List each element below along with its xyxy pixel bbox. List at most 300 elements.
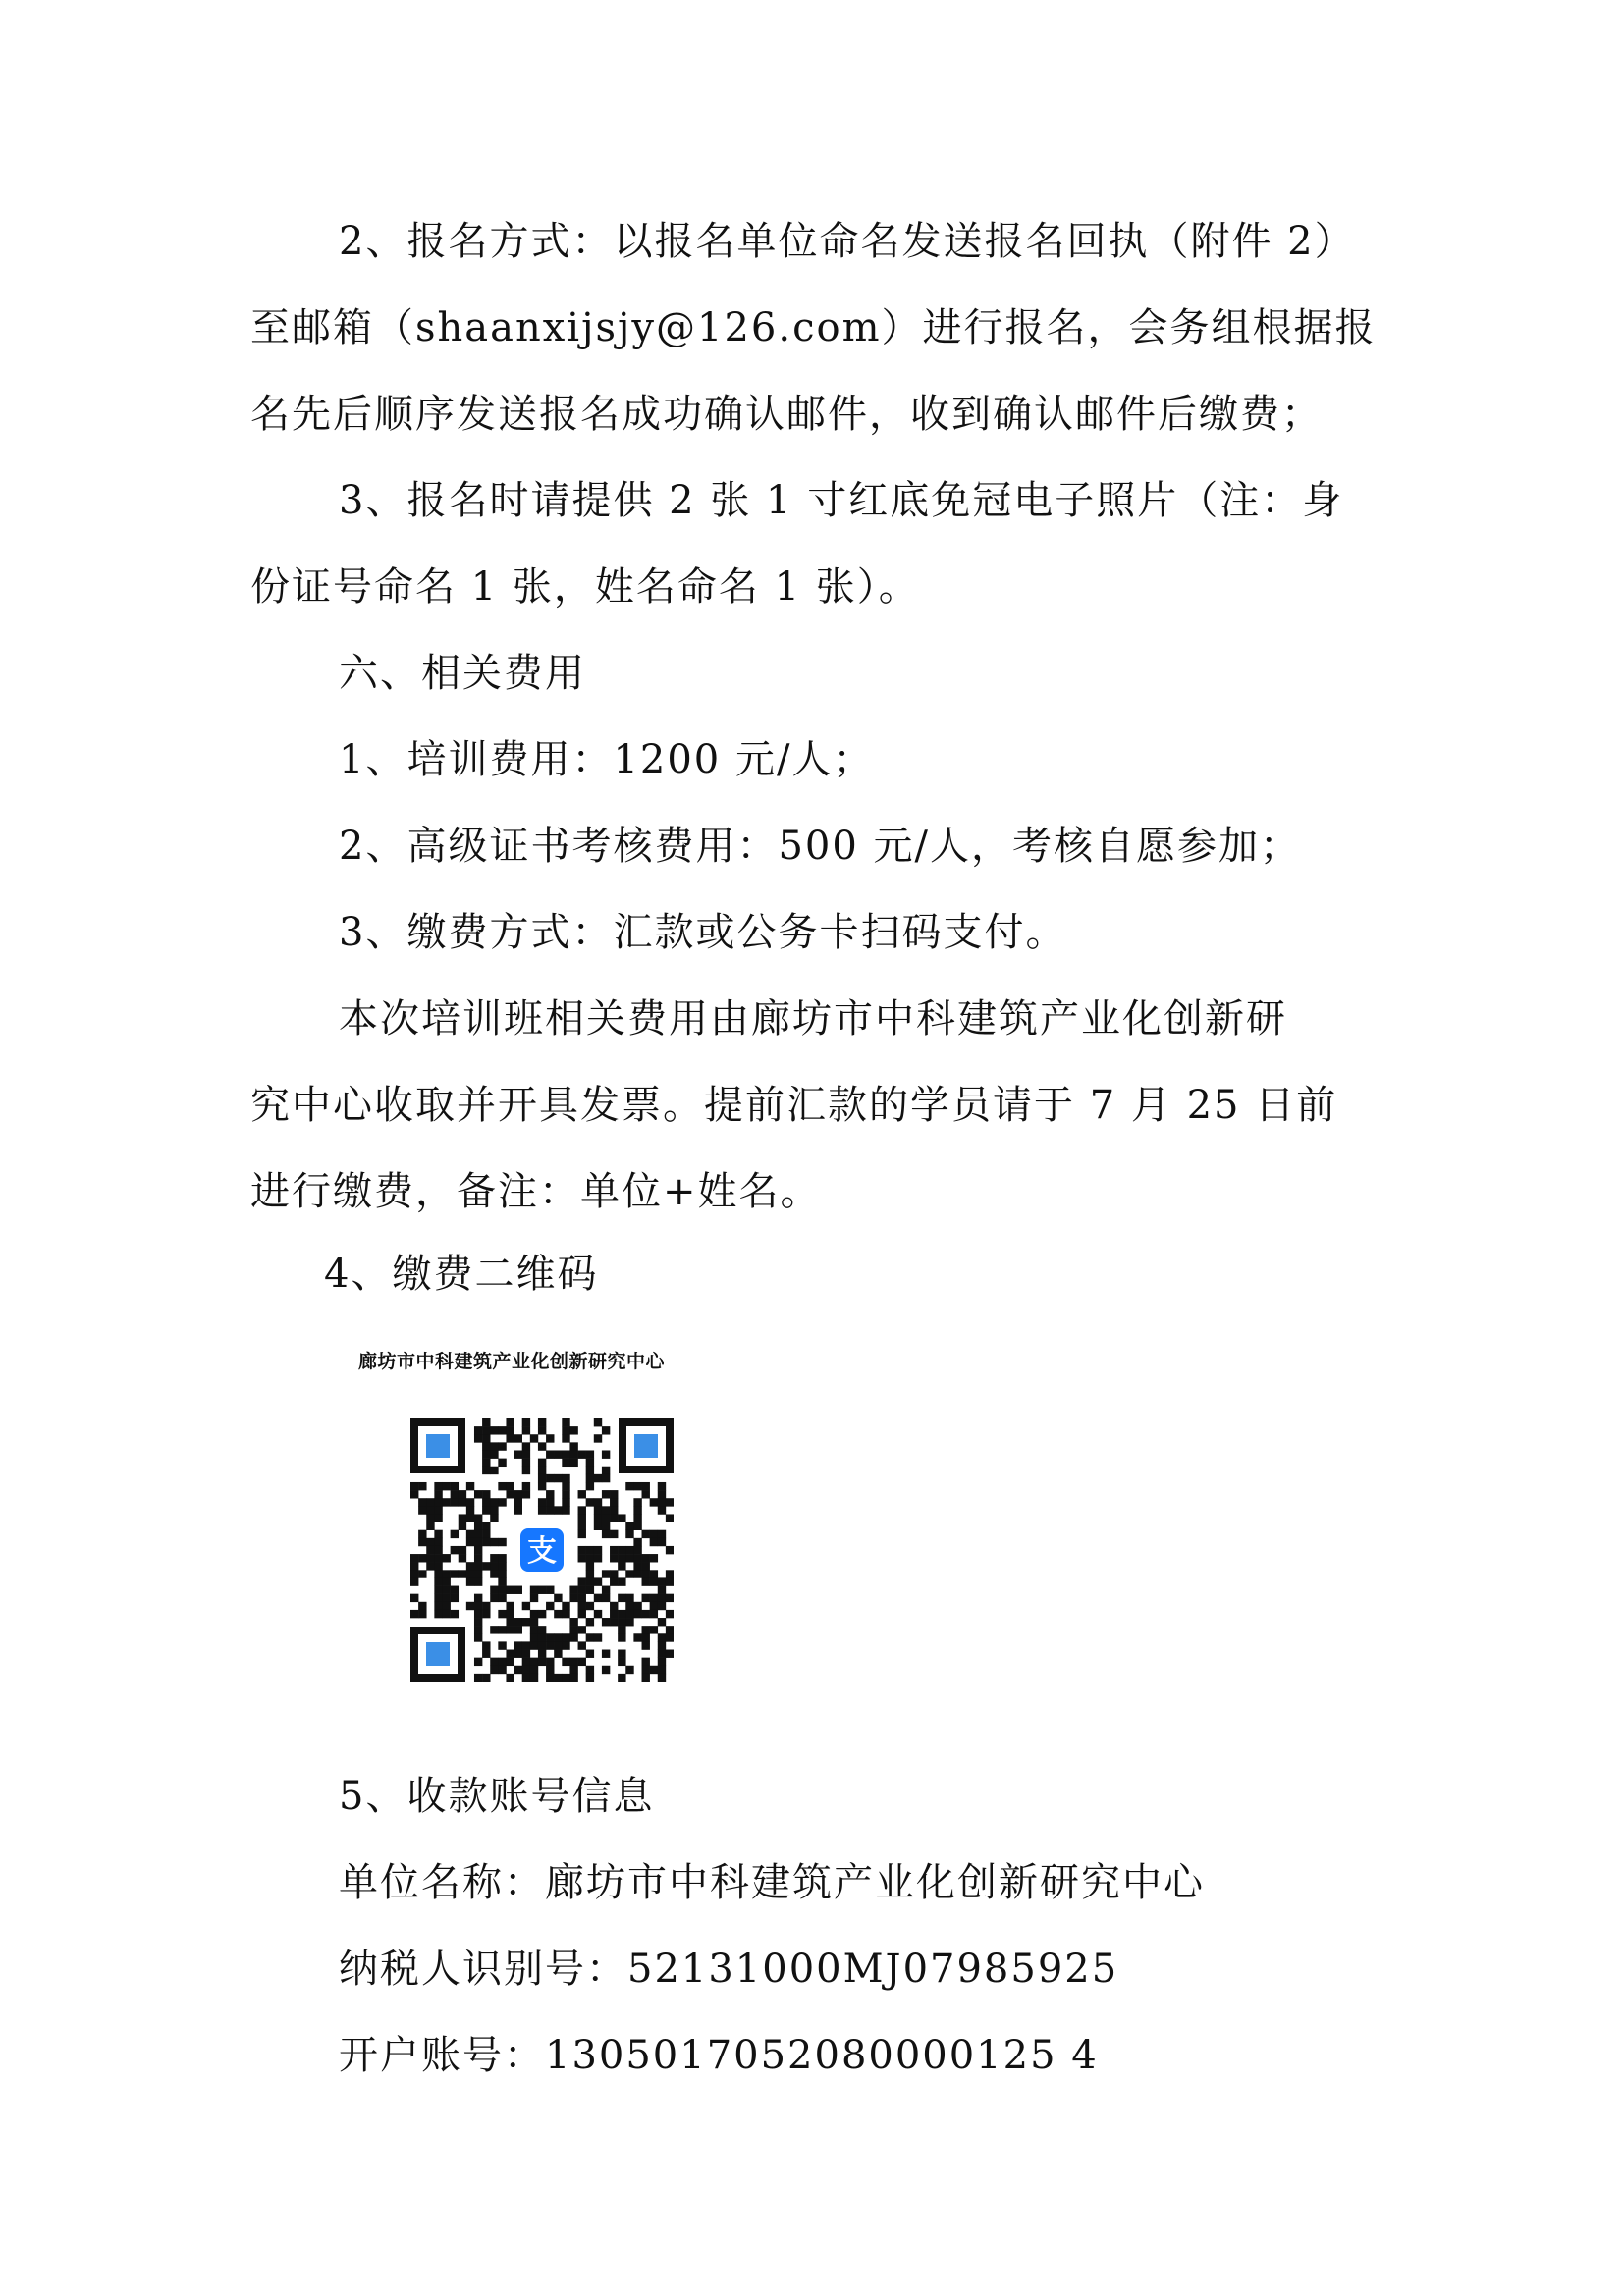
qr-module: [538, 1474, 546, 1482]
qr-module: [482, 1418, 490, 1426]
qr-module: [562, 1633, 569, 1641]
qr-module: [618, 1562, 625, 1570]
qr-module: [442, 1586, 450, 1594]
qr-module: [594, 1610, 602, 1618]
qr-module: [633, 1610, 641, 1618]
qr-module: [514, 1641, 522, 1649]
qr-module: [482, 1467, 490, 1474]
qr-module: [602, 1586, 610, 1594]
qr-module: [625, 1594, 633, 1602]
qr-module: [594, 1474, 602, 1482]
qr-module: [459, 1522, 466, 1530]
qr-module: [554, 1650, 562, 1658]
qr-module: [625, 1610, 633, 1618]
qr-module: [554, 1674, 562, 1682]
qr-module: [658, 1482, 666, 1490]
qr-module: [522, 1426, 530, 1434]
qr-module: [633, 1570, 641, 1577]
qr-module: [650, 1570, 658, 1577]
qr-module: [546, 1498, 554, 1506]
qr-module: [602, 1650, 610, 1658]
qr-module: [442, 1577, 450, 1585]
qr-module: [618, 1626, 625, 1633]
qr-module: [650, 1577, 658, 1585]
qr-module: [538, 1506, 546, 1514]
qr-module: [490, 1594, 498, 1602]
qr-module: [538, 1586, 546, 1594]
paragraph-line: 2、高级证书考核费用：500 元/人，考核自愿参加；: [339, 824, 1301, 869]
qr-module: [658, 1506, 666, 1514]
qr-module: [658, 1530, 666, 1538]
qr-module: [459, 1490, 466, 1498]
qr-module: [418, 1602, 426, 1610]
qr-module: [426, 1562, 434, 1570]
qr-module: [506, 1610, 514, 1618]
qr-module: [586, 1650, 594, 1658]
qr-module: [666, 1570, 674, 1577]
qr-module: [474, 1626, 482, 1633]
qr-module: [610, 1490, 618, 1498]
qr-module: [498, 1610, 506, 1618]
qr-module: [602, 1426, 610, 1434]
qr-module: [506, 1658, 514, 1666]
qr-module: [594, 1554, 602, 1562]
qr-module: [530, 1434, 538, 1442]
qr-module: [578, 1450, 586, 1458]
qr-module: [562, 1610, 569, 1618]
qr-module: [642, 1610, 650, 1618]
paragraph-line: 本次培训班相关费用由廊坊市中科建筑产业化创新研: [339, 996, 1287, 1041]
qr-module: [586, 1666, 594, 1674]
qr-module: [658, 1586, 666, 1594]
qr-module: [530, 1666, 538, 1674]
qr-module: [530, 1618, 538, 1626]
qr-module: [546, 1434, 554, 1442]
qr-module: [618, 1650, 625, 1658]
qr-module: [658, 1538, 666, 1546]
qr-module: [506, 1650, 514, 1658]
qr-module: [498, 1538, 506, 1546]
qr-module: [474, 1594, 482, 1602]
qr-module: [474, 1658, 482, 1666]
qr-module: [530, 1586, 538, 1594]
qr-module: [642, 1641, 650, 1649]
qr-module: [410, 1594, 418, 1602]
qr-module: [642, 1490, 650, 1498]
qr-module: [658, 1633, 666, 1641]
qr-module: [546, 1641, 554, 1649]
qr-module: [538, 1442, 546, 1450]
qr-module: [586, 1554, 594, 1562]
qr-module: [498, 1666, 506, 1674]
qr-module: [666, 1633, 674, 1641]
qr-module: [666, 1546, 674, 1554]
qr-module: [434, 1594, 442, 1602]
qr-module: [594, 1506, 602, 1514]
qr-module: [546, 1674, 554, 1682]
qr-module: [530, 1674, 538, 1682]
qr-module: [594, 1633, 602, 1641]
qr-module: [546, 1450, 554, 1458]
qr-module: [625, 1602, 633, 1610]
qr-module: [538, 1459, 546, 1467]
qr-module: [538, 1641, 546, 1649]
qr-module: [418, 1554, 426, 1562]
qr-module: [578, 1577, 586, 1585]
qr-module: [474, 1522, 482, 1530]
qr-module: [546, 1658, 554, 1666]
qr-module: [482, 1490, 490, 1498]
qr-module: [514, 1498, 522, 1506]
paragraph-line: 至邮箱（shaanxijsjy@126.com）进行报名，会务组根据报: [250, 305, 1377, 350]
qr-module: [666, 1626, 674, 1633]
qr-module: [610, 1577, 618, 1585]
qr-module: [562, 1459, 569, 1467]
qr-module: [586, 1586, 594, 1594]
qr-module: [642, 1530, 650, 1538]
qr-module: [538, 1467, 546, 1474]
qr-module: [514, 1650, 522, 1658]
qr-module: [554, 1474, 562, 1482]
qr-module: [498, 1658, 506, 1666]
qr-module: [451, 1610, 459, 1618]
qr-module: [538, 1426, 546, 1434]
qr-module: [546, 1490, 554, 1498]
qr-module: [474, 1546, 482, 1554]
qr-module: [442, 1554, 450, 1562]
qr-module: [633, 1538, 641, 1546]
qr-module: [569, 1633, 577, 1641]
qr-module: [434, 1506, 442, 1514]
qr-module: [482, 1459, 490, 1467]
qr-module: [490, 1658, 498, 1666]
qr-module: [610, 1514, 618, 1522]
qr-module: [538, 1610, 546, 1618]
qr-module: [633, 1522, 641, 1530]
qr-module: [650, 1530, 658, 1538]
qr-module: [625, 1666, 633, 1674]
qr-module: [625, 1482, 633, 1490]
qr-module: [554, 1450, 562, 1458]
qr-module: [569, 1426, 577, 1434]
paragraph-line: 进行缴费，备注：单位+姓名。: [250, 1169, 822, 1214]
qr-module: [602, 1467, 610, 1474]
qr-module: [610, 1602, 618, 1610]
qr-module: [466, 1562, 474, 1570]
qr-module: [666, 1610, 674, 1618]
qr-module: [586, 1674, 594, 1682]
qr-module: [658, 1602, 666, 1610]
qr-module: [586, 1546, 594, 1554]
qr-module: [642, 1674, 650, 1682]
qr-module: [506, 1418, 514, 1426]
qr-module: [569, 1658, 577, 1666]
section-heading: 5、收款账号信息: [339, 1774, 655, 1819]
qr-module: [482, 1650, 490, 1658]
qr-module: [498, 1626, 506, 1633]
qr-module: [602, 1570, 610, 1577]
qr-module: [451, 1490, 459, 1498]
qr-module: [466, 1514, 474, 1522]
qr-module: [418, 1506, 426, 1514]
qr-module: [610, 1506, 618, 1514]
qr-module: [434, 1530, 442, 1538]
qr-module: [426, 1498, 434, 1506]
qr-module: [498, 1577, 506, 1585]
qr-module: [633, 1554, 641, 1562]
qr-module: [490, 1442, 498, 1450]
qr-module: [562, 1474, 569, 1482]
qr-module: [506, 1586, 514, 1594]
qr-module: [602, 1506, 610, 1514]
qr-module: [451, 1546, 459, 1554]
qr-module: [642, 1554, 650, 1562]
qr-module: [586, 1498, 594, 1506]
qr-module: [546, 1586, 554, 1594]
qr-module: [546, 1474, 554, 1482]
qr-module: [538, 1650, 546, 1658]
qr-module: [602, 1474, 610, 1482]
qr-module: [666, 1514, 674, 1522]
qr-module: [602, 1450, 610, 1458]
qr-module: [490, 1570, 498, 1577]
qr-module: [562, 1498, 569, 1506]
qr-module: [482, 1522, 490, 1530]
qr-module: [442, 1570, 450, 1577]
qr-module: [522, 1442, 530, 1450]
qr-module: [546, 1506, 554, 1514]
qr-module: [642, 1594, 650, 1602]
qr-module: [602, 1666, 610, 1674]
qr-module: [522, 1641, 530, 1649]
qr-module: [650, 1594, 658, 1602]
qr-module: [418, 1610, 426, 1618]
qr-module: [625, 1554, 633, 1562]
qr-module: [434, 1514, 442, 1522]
qr-module: [514, 1586, 522, 1594]
account-number: 开户账号：1305017052080000125 4: [339, 2033, 1099, 2078]
qr-module: [522, 1658, 530, 1666]
qr-module: [426, 1546, 434, 1554]
qr-module: [490, 1562, 498, 1570]
qr-module: [530, 1633, 538, 1641]
qr-module: [538, 1482, 546, 1490]
qr-module: [490, 1586, 498, 1594]
qr-module: [586, 1467, 594, 1474]
qr-module: [546, 1602, 554, 1610]
qr-module: [482, 1498, 490, 1506]
qr-module: [610, 1618, 618, 1626]
qr-module: [666, 1577, 674, 1585]
qr-module: [490, 1450, 498, 1458]
qr-module: [530, 1610, 538, 1618]
qr-module: [538, 1658, 546, 1666]
qr-module: [666, 1650, 674, 1658]
qr-module: [650, 1538, 658, 1546]
qr-module: [530, 1626, 538, 1633]
qr-module: [490, 1498, 498, 1506]
qr-module: [498, 1426, 506, 1434]
account-tax-id: 纳税人识别号：52131000MJ07985925: [339, 1947, 1119, 1992]
qr-module: [610, 1546, 618, 1554]
qr-module: [633, 1546, 641, 1554]
qr-module: [474, 1538, 482, 1546]
qr-module: [410, 1490, 418, 1498]
paragraph-line: 3、报名时请提供 2 张 1 寸红底免冠电子照片（注：身: [339, 478, 1344, 523]
qr-module: [490, 1626, 498, 1633]
qr-module: [442, 1498, 450, 1506]
qr-module: [451, 1482, 459, 1490]
qr-module: [618, 1546, 625, 1554]
qr-module: [410, 1482, 418, 1490]
qr-module: [466, 1570, 474, 1577]
qr-module: [650, 1626, 658, 1633]
qr-module: [562, 1674, 569, 1682]
qr-module: [586, 1474, 594, 1482]
qr-module: [434, 1562, 442, 1570]
qr-module: [514, 1434, 522, 1442]
paragraph-line: 份证号命名 1 张，姓名命名 1 张）。: [250, 564, 920, 610]
qr-module: [658, 1674, 666, 1682]
qr-module: [538, 1626, 546, 1633]
qr-module: [650, 1602, 658, 1610]
qr-module: [506, 1490, 514, 1498]
qr-module: [642, 1633, 650, 1641]
qr-module: [594, 1498, 602, 1506]
qr-module: [569, 1450, 577, 1458]
qr-module: [569, 1442, 577, 1450]
qr-module: [578, 1658, 586, 1666]
qr-module: [418, 1498, 426, 1506]
qr-module: [633, 1514, 641, 1522]
qr-module: [554, 1610, 562, 1618]
qr-module: [459, 1514, 466, 1522]
paragraph-line: 究中心收取并开具发票。提前汇款的学员请于 7 月 25 日前: [250, 1083, 1338, 1128]
qr-module: [650, 1610, 658, 1618]
qr-module: [658, 1658, 666, 1666]
qr-module: [434, 1602, 442, 1610]
qr-module: [498, 1498, 506, 1506]
qr-module: [642, 1666, 650, 1674]
qr-module: [498, 1586, 506, 1594]
qr-module: [633, 1602, 641, 1610]
qr-module: [569, 1666, 577, 1674]
qr-module: [578, 1626, 586, 1633]
qr-module: [650, 1498, 658, 1506]
qr-module: [530, 1641, 538, 1649]
qr-finder-top-right: [619, 1418, 674, 1473]
qr-module: [522, 1666, 530, 1674]
qr-module: [578, 1546, 586, 1554]
qr-module: [633, 1562, 641, 1570]
qr-module: [482, 1610, 490, 1618]
qr-module: [554, 1506, 562, 1514]
qr-module: [410, 1577, 418, 1585]
qr-module: [426, 1506, 434, 1514]
qr-module: [546, 1633, 554, 1641]
qr-module: [602, 1490, 610, 1498]
qr-module: [594, 1546, 602, 1554]
qr-module: [578, 1610, 586, 1618]
qr-module: [594, 1514, 602, 1522]
qr-module: [482, 1506, 490, 1514]
qr-module: [666, 1594, 674, 1602]
qr-module: [666, 1498, 674, 1506]
qr-module: [474, 1618, 482, 1626]
qr-module: [474, 1577, 482, 1585]
qr-finder-top-left: [410, 1418, 465, 1473]
qr-module: [514, 1450, 522, 1458]
qr-module: [642, 1577, 650, 1585]
qr-finder-bottom-left: [410, 1627, 465, 1682]
qr-module: [569, 1674, 577, 1682]
qr-module: [602, 1522, 610, 1530]
qr-module: [482, 1641, 490, 1649]
qr-module: [434, 1538, 442, 1546]
qr-module: [633, 1498, 641, 1506]
qr-module: [451, 1530, 459, 1538]
qr-module: [554, 1633, 562, 1641]
qr-module: [625, 1570, 633, 1577]
qr-module: [594, 1577, 602, 1585]
qr-module: [482, 1450, 490, 1458]
paragraph-line: 2、报名方式：以报名单位命名发送报名回执（附件 2）: [339, 219, 1356, 264]
qr-module: [658, 1577, 666, 1585]
qr-module: [490, 1666, 498, 1674]
qr-module: [625, 1530, 633, 1538]
qr-module: [522, 1459, 530, 1467]
alipay-icon: [516, 1524, 568, 1575]
qr-module: [442, 1594, 450, 1602]
qr-module: [530, 1594, 538, 1602]
qr-module: [466, 1506, 474, 1514]
qr-module: [562, 1490, 569, 1498]
qr-module: [498, 1554, 506, 1562]
qr-module: [434, 1570, 442, 1577]
qr-module: [578, 1530, 586, 1538]
qr-module: [434, 1586, 442, 1594]
qr-module: [522, 1650, 530, 1658]
qr-module: [506, 1434, 514, 1442]
qr-module: [514, 1506, 522, 1514]
qr-module: [602, 1594, 610, 1602]
qr-module: [410, 1570, 418, 1577]
qr-module: [451, 1498, 459, 1506]
qr-module: [506, 1482, 514, 1490]
qr-module: [554, 1594, 562, 1602]
qr-module: [586, 1570, 594, 1577]
qr-module: [578, 1594, 586, 1602]
qr-module: [578, 1641, 586, 1649]
qr-module: [459, 1546, 466, 1554]
qr-module: [490, 1467, 498, 1474]
qr-module: [538, 1418, 546, 1426]
qr-module: [514, 1626, 522, 1633]
qr-module: [498, 1641, 506, 1649]
qr-module: [602, 1530, 610, 1538]
qr-module: [650, 1554, 658, 1562]
qr-module: [562, 1506, 569, 1514]
qr-module: [562, 1450, 569, 1458]
qr-module: [625, 1546, 633, 1554]
qr-module: [434, 1554, 442, 1562]
paragraph-line: 4、缴费二维码: [324, 1252, 599, 1297]
qr-module: [522, 1618, 530, 1626]
qr-module: [474, 1434, 482, 1442]
qr-module: [633, 1506, 641, 1514]
qr-module: [562, 1482, 569, 1490]
qr-module: [658, 1618, 666, 1626]
